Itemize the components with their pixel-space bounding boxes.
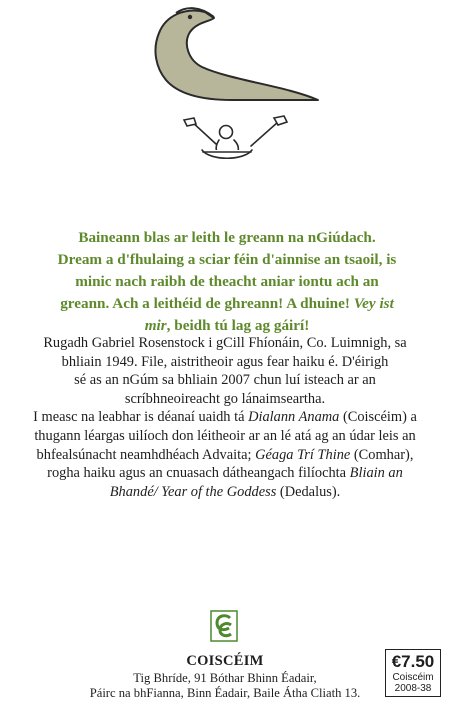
blurb-emphasis-1: Vey ist	[353, 295, 394, 312]
blurb	[22, 227, 432, 337]
bio-line-8	[12, 464, 438, 483]
book-title-bliain-an-bhande-1: Bliain an	[349, 465, 403, 482]
price-publisher: Coiscéim	[392, 672, 434, 683]
blurb-line-3: minic nach raibh de theacht aniar iontu ach an	[75, 273, 379, 290]
bio-line-5	[12, 408, 438, 427]
bio-line-5-text: I measc na leabhar is déanaí uaidh tá	[33, 409, 249, 426]
bio-line-1: Rugadh Gabriel Rosenstock i gCill Fhíonáin, Co. Luimnigh, sa	[43, 335, 407, 351]
rowing-boat	[184, 116, 287, 158]
monster-body	[155, 11, 318, 100]
bio-line-3: sé as an nGúm sa bhliain 2007 chun luí isteach ar an	[74, 372, 376, 389]
publisher-name: COISCÉIM	[186, 653, 264, 669]
address-line-2: Páirc na bhFianna, Binn Éadair, Baile Átha Cliath 13.	[89, 686, 361, 700]
book-title-bliain-an-bhande-2: Bhandé/ Year of the Goddess	[109, 483, 277, 500]
monster-eye	[188, 15, 192, 19]
blurb-line-4: greann. Ach a leithéid de ghreann! A dhuine!	[60, 295, 354, 312]
bio-line-4: scríbhneoireacht go lánaimseartha.	[124, 390, 326, 407]
book-title-dialann-anama: Dialann Anama	[248, 409, 340, 426]
coisceim-logo-icon	[210, 610, 238, 642]
loch-ness-monster-illustration	[0, 0, 450, 220]
bio-line-7	[12, 446, 438, 465]
address-line-1: Tig Bhríde, 91 Bóthar Bhinn Éadair,	[133, 671, 317, 685]
bio-line-7-text: bhfealsúnacht neamhdhéach Advaita;	[36, 446, 256, 463]
bio-line-9	[12, 483, 438, 502]
blurb-emphasis-2: mir	[144, 317, 167, 334]
blurb-line-1: Baineann blas ar leith le greann na nGiúdach.	[78, 229, 376, 246]
bio-line-9-tail: (Dedalus).	[276, 483, 341, 500]
bio-line-5-tail: (Coiscéim) a	[339, 409, 417, 426]
bio-line-8-text: rogha haiku agus an cnuasach dátheangach filíochta	[47, 465, 350, 482]
bio-line-7-tail: (Comhar),	[350, 446, 414, 463]
catalogue-code: 2008-38	[394, 683, 432, 694]
author-bio	[12, 334, 438, 501]
bio-line-2: bhliain 1949. File, aistritheoir agus fear haiku é. D'éirigh	[61, 353, 389, 370]
publisher-address	[0, 671, 450, 701]
bio-line-6: thugann léargas uilíoch don léitheoir ar an lé atá ag an údar leis an	[34, 427, 416, 444]
price-amount: €7.50	[391, 652, 435, 671]
book-title-geaga-tri-thine: Géaga Trí Thine	[255, 446, 351, 463]
blurb-line-5: , beidh tú lag ag gáirí!	[166, 317, 310, 334]
price-box	[385, 649, 441, 697]
blurb-line-2: Dream a d'fhulaing a sciar féin d'ainnise an tsaoil, is	[57, 251, 397, 268]
